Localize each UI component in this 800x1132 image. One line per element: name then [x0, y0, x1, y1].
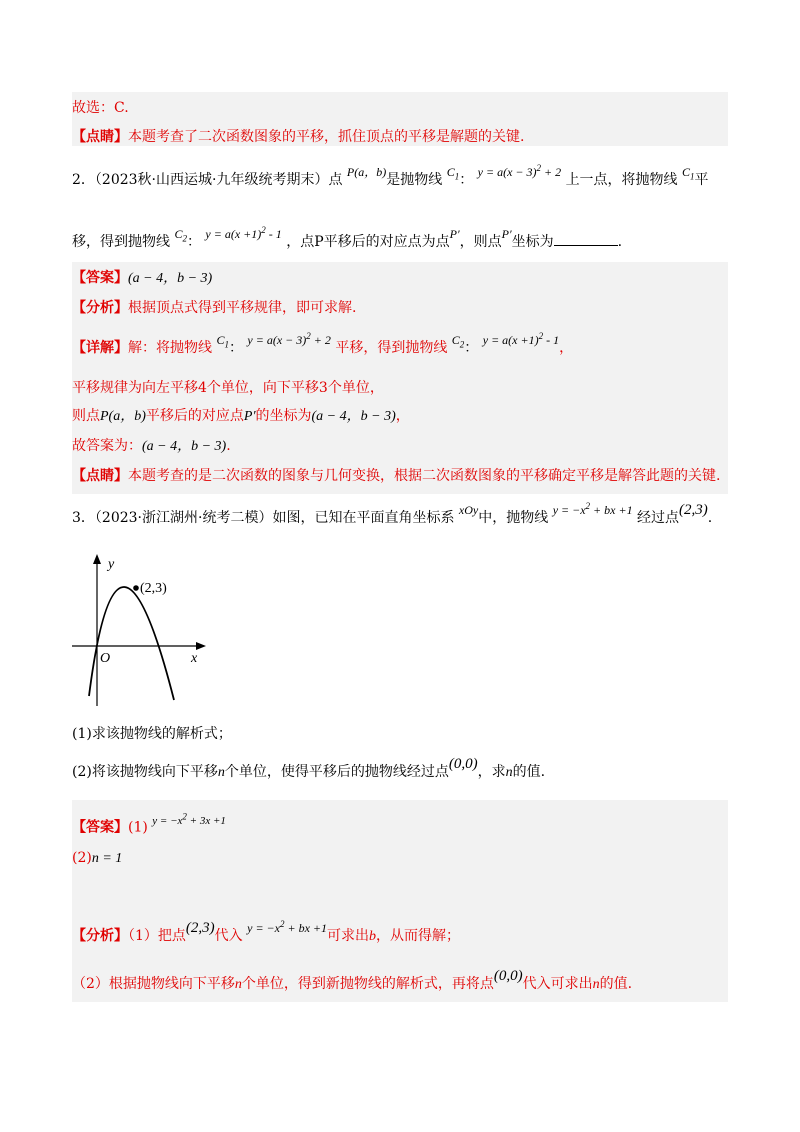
- answer-blank[interactable]: [554, 231, 618, 246]
- q2-analysis: 【分析】根据顶点式得到平移规律，即可求解.: [72, 300, 357, 316]
- question-3-part-2: (2)将该抛物线向下平移n个单位，使得平移后的抛物线经过点(0,0)，求n的值.: [72, 756, 546, 780]
- question-2-line-1: 2．（2023秋·山西运城·九年级统考期末）点 P(a，b)是抛物线 $C_1$： $y = a(x - 3)^2 + 2$ 上一点，将抛物线 $C_1$平: [72, 163, 709, 188]
- point-2-3: [133, 585, 139, 591]
- origin-label: O: [100, 651, 111, 666]
- x-axis-label: x: [191, 651, 198, 666]
- x-axis-arrow: [196, 642, 206, 650]
- q3-answer-1: 【答案】(1) $^{y = -x^2 + 3x +1}$: [72, 811, 226, 836]
- question-3-line-1: 3．（2023·浙江湖州·统考二模）如图，已知在平面直角坐标系 xOy中，抛物线 $y = -x^2$ + bx +1 经过点(2,3).: [72, 501, 713, 526]
- q2-answer: 【答案】(a − 4，b − 3): [72, 270, 213, 286]
- q2-detail: 【详解】解：将抛物线 $C_1$： $y = a(x - 3)^2 + 2$ 平移，得到抛物线 $C_2$： $y = a(x +1)^2 - 1$，: [72, 331, 574, 356]
- q2-rule: 平移规律为向左平移4个单位，向下平移3个单位，: [72, 380, 384, 396]
- q2-final: 故答案为：(a − 4，b − 3).: [72, 438, 231, 454]
- y-axis-arrow: [93, 554, 101, 564]
- question-3-part-1: (1)求该抛物线的解析式；: [72, 726, 232, 742]
- comment-line: 【点睛】本题考查了二次函数图象的平移，抓住顶点的平移是解题的关键.: [72, 129, 525, 145]
- answer-line: 故选：C.: [72, 100, 129, 116]
- q2-then: 则点P(a，b)平移后的对应点P′的坐标为(a − 4，b − 3)，: [72, 408, 410, 424]
- q3-analysis-2: （2）根据抛物线向下平移n个单位，得到新抛物线的解析式，再将点(0,0)代入可求出n的值.: [72, 968, 633, 992]
- q3-answer-2: (2)n = 1: [72, 850, 123, 866]
- q3-analysis-1: 【分析】（1）把点(2,3)代入 $y = -x^2$ + bx +1可求出b，从而得解；: [72, 919, 461, 944]
- point-label: (2,3): [140, 581, 167, 596]
- question-2-line-2: 移，得到抛物线 $C_2$： $y = a(x +1)^2 - 1$ ，点P平移后的对应点为点P′，则点P′坐标为 .: [72, 225, 623, 250]
- parabola-curve: [89, 587, 174, 700]
- q2-comment: 【点睛】本题考查的是二次函数的图象与几何变换，根据二次函数图象的平移确定平移是解答此题的关键.: [72, 468, 721, 484]
- y-axis-label: y: [108, 557, 115, 572]
- parabola-graph: [70, 548, 220, 708]
